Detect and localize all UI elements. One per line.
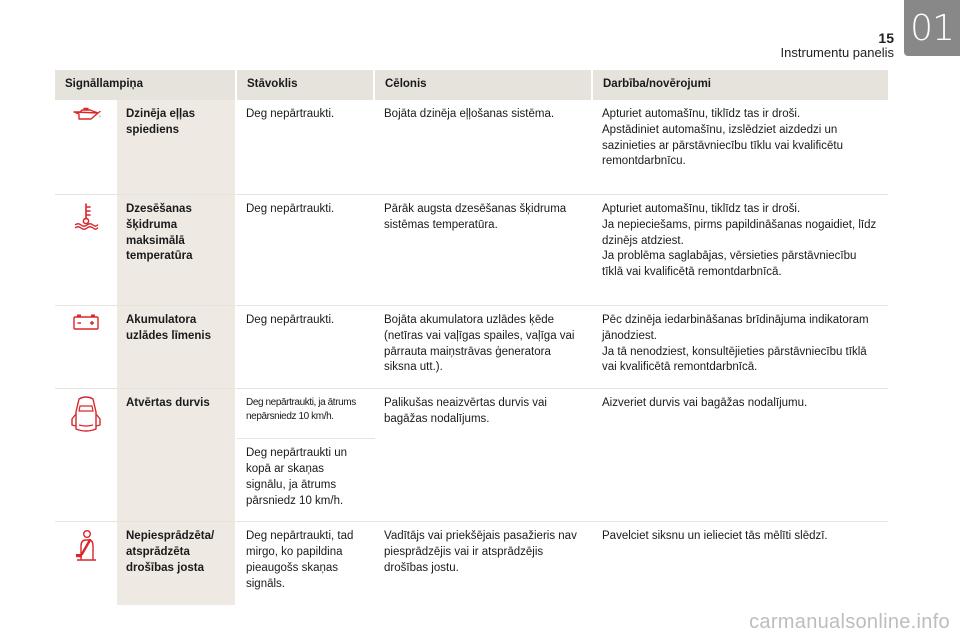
lamp-state-secondary: Deg nepārtraukti un kopā ar skaņas signālu, ja ātrums pārsniedz 10 km/h.: [237, 439, 375, 522]
action-paragraph: Ja nepieciešams, pirms papildināšanas nogaidiet, līdz dzinējs atdziest.: [602, 218, 877, 247]
lamp-state: Deg nepārtraukti.: [237, 100, 375, 195]
lamp-cause: Bojāta dzinēja eļļošanas sistēma.: [375, 100, 593, 195]
icon-cell: [55, 522, 117, 604]
action-paragraph: Ja problēma saglabājas, vērsieties pārstāvniecību tīklā vai kvalificētā remontdarbnīcā.: [602, 250, 857, 279]
table-row: [55, 522, 888, 604]
chapter-title: Instrumentu panelis: [780, 45, 894, 60]
lamp-name: Dzinēja eļļas spiediens: [117, 100, 237, 195]
chapter-tab: [904, 0, 960, 56]
lamp-cause: Vadītājs vai priekšējais pasažieris nav piesprādzējis vai ir atsprādzējis drošības jostu.: [384, 530, 577, 574]
lamp-cause: Bojāta akumulatora uzlādes ķēde (netīras vai vaļīgas spailes, vaļīga vai pārrauta maiņstrāvas ģeneratora siksna utt.).: [375, 306, 593, 389]
icon-cell: [55, 389, 117, 522]
action-line: [602, 529, 879, 545]
table-row: [55, 306, 888, 389]
table-header-row: [55, 70, 888, 100]
lamp-state: Deg nepārtraukti, tad mirgo, ko papildina pieaugošs skaņas signāls.: [246, 530, 354, 590]
table-row: [55, 389, 888, 439]
warning-lamp-table: [55, 70, 888, 605]
action-line: [602, 396, 879, 412]
icon-cell: [55, 306, 117, 389]
battery-icon: [64, 313, 108, 331]
icon-cell: [55, 100, 117, 195]
lamp-name: Nepiesprādzēta/ atsprādzēta drošības josta: [117, 522, 237, 604]
lamp-cause: Pārāk augsta dzesēšanas šķidruma sistēmas temperatūra.: [375, 195, 593, 306]
seatbelt-icon: [64, 529, 108, 563]
lamp-state: Deg nepārtraukti, ja ātrums nepārsniedz 10 km/h.: [237, 389, 375, 439]
action-line: [602, 202, 879, 281]
table-row: [55, 195, 888, 306]
lamp-cause: Palikušas neaizvērtas durvis vai bagāžas nodalījums.: [375, 389, 593, 522]
column-header-state: Stāvoklis: [237, 70, 375, 100]
oil-can-icon: [64, 107, 108, 121]
lamp-action: [593, 195, 888, 306]
lamp-state: Deg nepārtraukti.: [237, 306, 375, 389]
open-door-icon: [64, 396, 108, 434]
lamp-name: Dzesēšanas šķidruma maksimālā temperatūra: [117, 195, 237, 306]
lamp-action: [593, 522, 888, 604]
lamp-name: Atvērtas durvis: [117, 389, 237, 522]
action-paragraph: Apstādiniet automašīnu, izslēdziet aizdedzi un sazinieties ar pārstāvniecību tīklu vai kvalificētu remontdarbnīcu.: [602, 123, 843, 168]
page-number: 15: [878, 30, 894, 46]
action-line: [602, 107, 879, 170]
action-line: [602, 313, 879, 376]
action-paragraph: Pēc dzinēja iedarbināšanas brīdinājuma indikatoram jānodziest.: [602, 314, 869, 342]
lamp-name: Akumulatora uzlādes līmenis: [117, 306, 237, 389]
action-paragraph: Apturiet automašīnu, tiklīdz tas ir droši.: [602, 108, 801, 120]
column-header-action: Darbība/novērojumi: [593, 70, 888, 100]
chapter-number: 01: [910, 7, 954, 49]
table-row: [55, 100, 888, 195]
column-header-lamp: Signāllampiņa: [55, 70, 237, 100]
action-paragraph: Aizveriet durvis vai bagāžas nodalījumu.: [602, 397, 808, 410]
coolant-temperature-icon: [64, 202, 108, 230]
lamp-state: Deg nepārtraukti.: [237, 195, 375, 306]
column-header-cause: Cēlonis: [375, 70, 593, 100]
icon-cell: [55, 195, 117, 306]
lamp-action: [593, 306, 888, 389]
watermark: carmanualsonline.info: [749, 611, 950, 633]
lamp-action: [593, 100, 888, 195]
lamp-action: [593, 389, 888, 522]
action-paragraph: Pavelciet siksnu un ielieciet tās mēlīti slēdzī.: [602, 530, 828, 543]
action-paragraph: Ja tā nenodziest, konsultējieties pārstāvniecību tīklā vai kvalificētā remontdarbnīcā.: [602, 345, 867, 374]
action-paragraph: Apturiet automašīnu, tiklīdz tas ir droši.: [602, 203, 801, 215]
